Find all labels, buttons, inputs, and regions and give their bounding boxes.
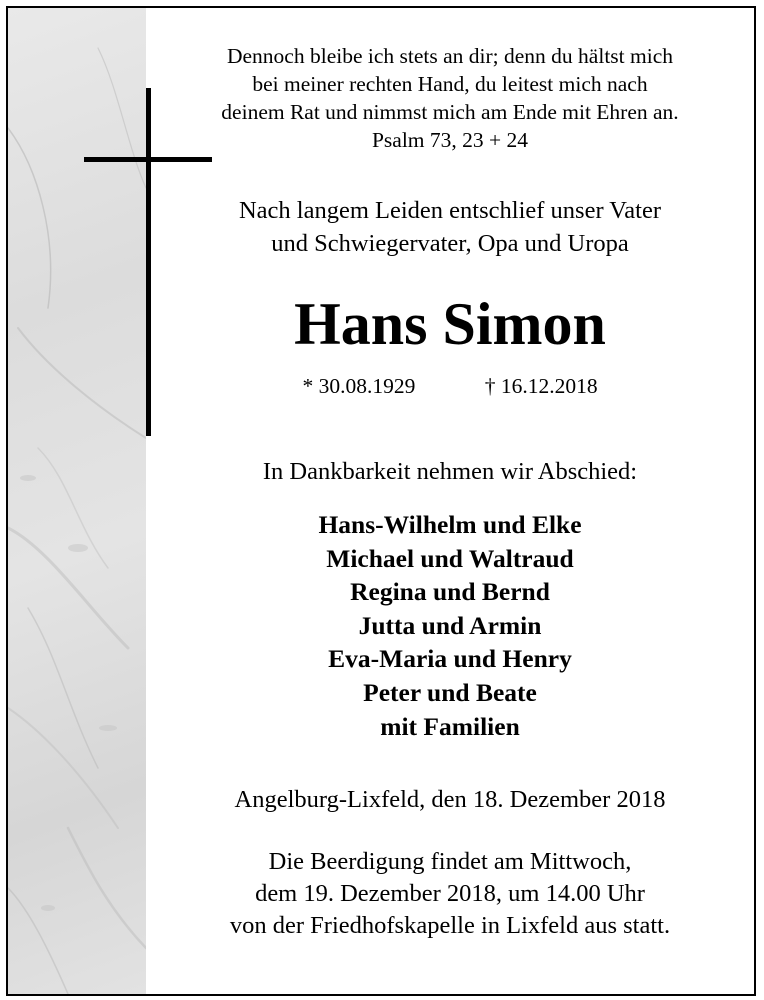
intro-line: Nach langem Leiden entschlief unser Vater (238, 197, 661, 224)
family-member: mit Familien (380, 711, 520, 741)
funeral-line: von der Friedhofskapelle in Lixfeld aus statt. (229, 912, 671, 939)
psalm-line: Dennoch bleibe ich stets an dir; denn du hältst mich (226, 44, 674, 68)
family-member: Hans-Wilhelm und Elke (318, 510, 582, 539)
psalm-reference: Psalm 73, 23 + 24 (371, 128, 529, 152)
psalm-quote (146, 42, 754, 154)
obituary-frame (6, 6, 756, 996)
intro-text (146, 194, 754, 260)
family-member: Jutta und Armin (358, 610, 542, 640)
psalm-line: bei meiner rechten Hand, du leitest mich nach (252, 72, 648, 96)
farewell-line: In Dankbarkeit nehmen wir Abschied: (262, 458, 638, 485)
life-dates (146, 372, 754, 400)
funeral-line: Die Beerdigung findet am Mittwoch, (268, 848, 632, 875)
family-member: Michael und Waltraud (326, 543, 574, 573)
death-date: † 16.12.2018 (484, 374, 598, 398)
family-list (146, 508, 754, 743)
funeral-notice (146, 846, 754, 942)
funeral-line: dem 19. Dezember 2018, um 14.00 Uhr (255, 880, 645, 907)
intro-line: und Schwiegervater, Opa und Uropa (271, 230, 629, 257)
family-member: Regina und Bernd (350, 577, 550, 607)
family-member: Peter und Beate (363, 677, 537, 707)
marble-veins (8, 8, 146, 994)
obituary-content (146, 8, 754, 994)
family-member: Eva-Maria und Henry (328, 644, 572, 674)
place-and-date: Angelburg-Lixfeld, den 18. Dezember 2018 (234, 786, 666, 813)
psalm-line: deinem Rat und nimmst mich am Ende mit Ehren an. (221, 100, 679, 124)
marble-texture-panel (8, 8, 146, 994)
deceased-name: Hans Simon (294, 291, 606, 357)
birth-date: * 30.08.1929 (302, 374, 416, 398)
